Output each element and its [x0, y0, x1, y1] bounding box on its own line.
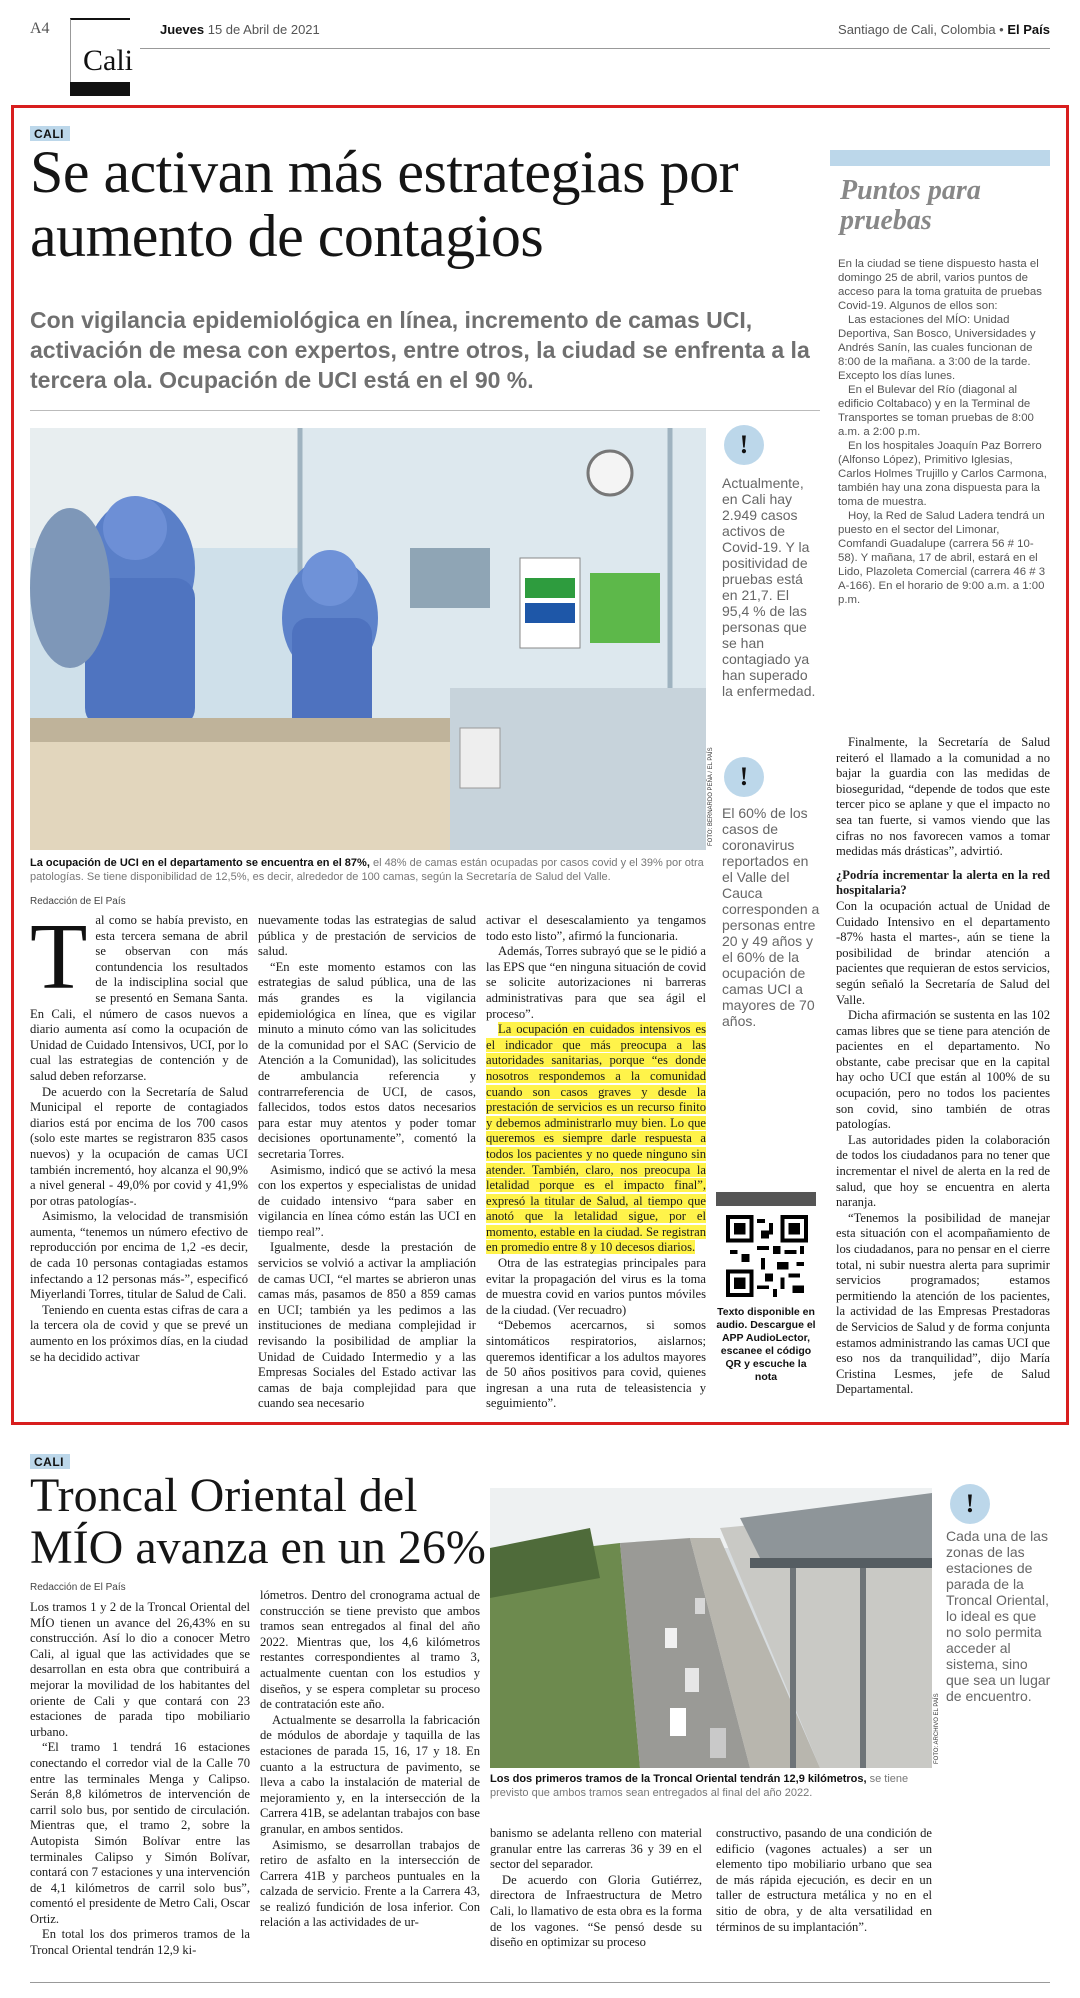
- article2-column-4: constructivo, pasando de una condición de edificio (vagones actuales) a ser un elemento tipo mobiliario urbano que sea de más rápida ejecución, es decir en un taller de estructura metálica y no en el sitio de obra, y de alta versatilidad en términos de su implantación”.: [716, 1826, 932, 1934]
- exclamation-icon: !: [724, 757, 764, 797]
- body-column-2: nuevamente todas las estrategias de salud pública y de prestación de servicios de salud. “En este momento estamos con las estrategias de salud pública, una de las más grandes es la vigilancia epidemiológica en línea, que es vigilar minuto a minuto cómo van las solicitudes de la comunidad por el SAC (Servicio de Atención a la Comunidad), las solicitudes de ambulancia referencia y contrarreferencia de UCI, de casos, fallecidos, todos estos datos necesarios para estar muy atentos y poder tomar decisiones oportunamente”, comentó la secretaria Torres. Asimismo, indicó que se activó la mesa con los expertos y especialistas de unidad de cuidado intensivo “para saber en vigilancia en línea cómo están las UCI en tiempo real”. Igualmente, desde la prestación de servicios se volvió a activar la ampliación de camas UCI, “el martes se abrieron unas camas más, pasamos de 850 a 859 camas en UCI; también ya les pedimos a las instituciones de mediana complejidad ir revisando la posibilidad de ampliar la Unidad de Cuidado Intermedio y a las Empresas Sociales del Estado activar las camas de baja complejidad para que cuando sea necesario: [258, 913, 476, 1411]
- section-name: Cali: [83, 44, 133, 77]
- aside-age-stats: El 60% de los casos de coronavirus reportados en el Valle del Cauca corresponden a personas entre 20 y 49 años y el 60% de la ocupación de camas UCI a mayores de 70 años.: [722, 805, 820, 1029]
- article2-byline: Redacción de El País: [30, 1582, 126, 1593]
- aside-active-cases: Actualmente, en Cali hay 2.949 casos activos de Covid-19. Y la positividad de pruebas está en 21,7. El 95,4 % de las personas que se han contagiado ya han superado la enfermedad.: [722, 475, 816, 699]
- icu-photo: [30, 428, 706, 850]
- drop-cap: T: [30, 905, 88, 1009]
- photo-caption: La ocupación de UCI en el departamento se encuentra en el 87%, el 48% de camas están ocupadas por casos covid y el 39% por otra patologías. Se tiene disponibilidad de 12,5%, es decir, alrededor de 100 camas, según la Secretaría de Salud del Valle.: [30, 857, 704, 883]
- section-tab: [70, 18, 133, 96]
- article2-column-1: Los tramos 1 y 2 de la Troncal Oriental del MÍO tienen un avance del 26,43% en su construcción. Así lo dio a conocer Metro Cali, al igual que las actividades que se desarrollan en esta obra que contribuirá a mejorar la movilidad de los habitantes del oriente de Cali y que contará con 23 estaciones de parada tipo mobiliario urbano. “El tramo 1 tendrá 16 estaciones conectando el corredor vial de la Calle 70 entre las terminales Menga y Calipso. Serán 8,8 kilómetros de intervención de carril solo bus, por sentido de circulación. Mientras que, el tramo 2, sobre la Autopista Simón Bolívar entre las terminales Calipso y Simón Bolívar, contará con 7 estaciones y una intervención de 4,1 kilómetros de carril solo bus”, comentó el presidente de Metro Cali, Oscar Ortiz. En total los dos primeros tramos de la Troncal Oriental tendrán 12,9 ki-: [30, 1600, 250, 1958]
- page-location: Santiago de Cali, Colombia • El País: [838, 22, 1050, 37]
- footer-rule: [30, 1982, 1050, 1983]
- sidebar-bar: [830, 150, 1050, 166]
- highlighted-quote: La ocupación en cuidados intensivos es el indicador que más preocupa a las autoridades sanitarias, porque “es donde nosotros respondemos a la comunidad cuando son casos graves y desde la prestación de servicios es un recurso finito y debemos administrarlo muy bien. Lo que queremos es siempre darle respuesta a todos los pacientes y no quede ninguno sin atender. También, claro, nos preocupa la letalidad porque es el impacto final”, expresó la titular de Salud, al tiempo que anotó que la letalidad sigue, por el momento, estable en la ciudad. Se registran en promedio entre 8 y 10 decesos diarios.: [486, 1022, 706, 1255]
- article2-kicker: CALI: [30, 1454, 70, 1469]
- body-column-1: Tal como se había previsto, en esta tercera semana de abril se observan con más contundencia los resultados de la indisciplina social que se presentó en Semana Santa. En Cali, el número de casos nuevos a diario aumenta así como la ocupación de Unidad de Cuidado Intensivos, UCI, por lo cual las estrategias de contención y de salud deben reforzarse. De acuerdo con la Secretaría de Salud Municipal el reporte de contagiados diarios está por encima de los 700 casos (solo este martes se registraron 835 casos nuevos) y la ocupación de camas UCI también incrementó, hoy alcanza el 90,9% a nivel general - 49,0% por covid y 41,9% por otras patologías-. Asimismo, la velocidad de transmisión aumenta, “tenemos un número efectivo de reproducción por encima de 1,2 -es decir, de cada 10 personas contagiadas estamos infectando a 12 personas más-”, especificó Miyerlandi Torres, titular de Salud de Cali. Teniendo en cuenta estas cifras de cara a la tercera ola de covid y que se prevé un aumento en los próximos días, en la ciudad se ha decidido activar: [30, 905, 248, 1364]
- article-byline: Redacción de El País: [30, 896, 126, 907]
- section-bar: [70, 82, 130, 96]
- page-date: Jueves 15 de Abril de 2021: [160, 22, 320, 37]
- photo2-credit: FOTO: ARCHIVO EL PAÍS: [934, 1693, 940, 1764]
- article2-column-2: lómetros. Dentro del cronograma actual de construcción se tiene previsto que ambos tramos sean entregados al final del año 2022. Mientras que, los 4,6 kilómetros restantes correspondientes al tramo 3, actualmente cuentan con los estudios y diseños, y se espera completar su proceso de contratación este año. Actualmente se desarrolla la fabricación de módulos de abordaje y taquilla de las estaciones de parada 15, 16, 17 y 18. En cuanto a la estructura de pavimento, se lleva a cabo la instalación de material de mejoramiento y, en la intersección de la Carrera 41B, se adelantan trabajos con base granular, en ambos sentidos. Asimismo, se desarrollan trabajos de retiro de asfalto en la intersección de Carrera 41B y parcheos puntuales en la calzada de servicio. Frente a la Carrera 43, se realizó fundición de losa inferior. Con relación a las actividades de ur-: [260, 1588, 480, 1930]
- qr-instructions: Texto disponible en audio. Descargue el APP AudioLector, escanee el código QR y escuche la nota: [716, 1306, 816, 1383]
- exclamation-icon: !: [724, 425, 764, 465]
- body-column-4: Finalmente, la Secretaría de Salud reiteró el llamado a la comunidad a no bajar la guardia con las medidas de bioseguridad, “depende de todos que este tercer pico se aplane y que el impacto no sea tan fuerte, si vamos viendo que las cifras no nos favorecen vamos a tomar medidas más drásticas”, advirtió. ¿Podría incrementar la alerta en la red hospitalaria? Con la ocupación actual de Unidad de Cuidado Intensivo en el departamento -87% hasta el martes-, aún se tiene la posibilidad de brindar atención a pacientes que requieran de estos servicios, según señaló la Secretaría de Salud del Valle. Dicha afirmación se sustenta en las 102 camas libres que se tiene para atención de pacientes en el departamento. No obstante, cabe precisar que en la capital hay ocho UCI que están al 100% de su ocupación, pero no todos los pacientes son covid, sino también de otras patologías. Las autoridades piden la colaboración de todos los ciudadanos para no tener que incrementar el nivel de alerta en la red de salud, que hoy se encuentra en alerta naranja. “Tenemos la posibilidad de manejar esta situación con el acompañamiento de los ciudadanos, para no pensar en el cierre total, ni subir nuestra alerta para suprimir servicios programados; estamos permitiendo la atención de los pacientes, la actividad de las Empresas Prestadoras de Servicios de Salud y de forma conjunta estamos administrando las camas UCI que eso nos da tranquilidad”, dijo María Cristina Lesmes, jefe de Salud Departamental.: [836, 735, 1050, 1397]
- sidebar-body: En la ciudad se tiene dispuesto hasta el domingo 25 de abril, varios puntos de acceso para la toma gratuita de pruebas Covid-19. Algunos de ellos son: Las estaciones del MÍO: Unidad Deportiva, San Bosco, Universidades y Andrés Sanín, las cuales funcionan de 8:00 de la mañana. a 3:00 de la tarde. Excepto los días lunes. En el Bulevar del Río (diagonal al edificio Coltabaco) y en la Terminal de Transportes se toman pruebas de 8:00 a.m. a 2:00 p.m. En los hospitales Joaquín Paz Borrero (Alfonso López), Primitivo Iglesias, Carlos Holmes Trujillo y Carlos Carmona, también hay una zona dispuesta para la toma de muestra. Hoy, la Red de Salud Ladera tendrá un puesto en el sector del Limonar, Comfandi Guadalupe (carrera 56 # 10-58). Y mañana, 17 de abril, estará en el Lido, Plazoleta Comercial (carrera 46 # 3 A-166). En el horario de 9:00 a.m. a 1:00 p.m.: [838, 258, 1047, 606]
- qr-code[interactable]: [726, 1215, 808, 1297]
- article-kicker: CALI: [30, 126, 70, 141]
- sidebar-title: Puntos para pruebas: [840, 175, 981, 236]
- bus-corridor-photo: [490, 1488, 932, 1768]
- aside-stations: Cada una de las zonas de las estaciones de parada de la Troncal Oriental, lo ideal es que no solo permita acceder al sistema, sino que sea un lugar de encuentro.: [946, 1528, 1051, 1704]
- photo-credit: FOTO: BERNARDO PEÑA / EL PAÍS: [708, 747, 714, 846]
- article-headline: Se activan más estrategias por aumento de contagios: [30, 139, 739, 269]
- article-deck: Con vigilancia epidemiológica en línea, incremento de camas UCI, activación de mesa con expertos, entre otros, la ciudad se enfrenta a la tercera ola. Ocupación de UCI está en el 90 %.: [30, 307, 810, 393]
- page-number: A4: [30, 20, 50, 37]
- photo2-caption: Los dos primeros tramos de la Troncal Oriental tendrán 12,9 kilómetros, se tiene previsto que ambos tramos sean entregados al final del año 2022.: [490, 1773, 909, 1799]
- header-rule: [140, 48, 1050, 49]
- body-column-3: activar el desescalamiento ya tengamos todo esto listo”, afirmó la funcionaria. Además, Torres subrayó que se le pidió a las EPS que “en ninguna situación de covid se solicite autorizaciones ni barreras administrativas para que sea ágil el proceso”. La ocupación en cuidados intensivos es el indicador que más preocupa a las autoridades sanitarias, porque “es donde nosotros respondemos a la comunidad cuando son casos graves y desde la prestación de servicios es un recurso finito y debemos administrarlo muy bien. Lo que queremos es siempre darle respuesta a todos los pacientes y no quede ninguno sin atender. También, claro, nos preocupa la letalidad porque es el impacto final”, expresó la titular de Salud, al tiempo que anotó que la letalidad sigue, por el momento, estable en la ciudad. Se registran en promedio entre 8 y 10 decesos diarios. Otra de las estrategias principales para evitar la propagación del virus es la toma de muestra covid en varios puntos móviles de la ciudad. (Ver recuadro) “Debemos acercarnos, si somos sintomáticos respiratorios, aislarnos; queremos identificar a los adultos mayores de 50 años positivos para covid, quienes ingresan a una ruta de teleasistencia y seguimiento”.: [486, 913, 706, 1411]
- article2-headline: Troncal Oriental del MÍO avanza en un 26%: [30, 1469, 486, 1574]
- article2-column-3: banismo se adelanta relleno con material granular entre las carreras 36 y 39 en el sector del separador. De acuerdo con Gloria Gutiérrez, directora de Infraestructura de Metro Cali, lo llamativo de esta obra es la forma de los vagones. “Se pensó desde su diseño en optimizar su proceso: [490, 1826, 702, 1950]
- deck-rule: [30, 410, 820, 411]
- qr-bar: [716, 1192, 816, 1206]
- article-subhead: ¿Podría incrementar la alerta en la red hospitalaria?: [836, 867, 1050, 898]
- exclamation-icon: !: [950, 1484, 990, 1524]
